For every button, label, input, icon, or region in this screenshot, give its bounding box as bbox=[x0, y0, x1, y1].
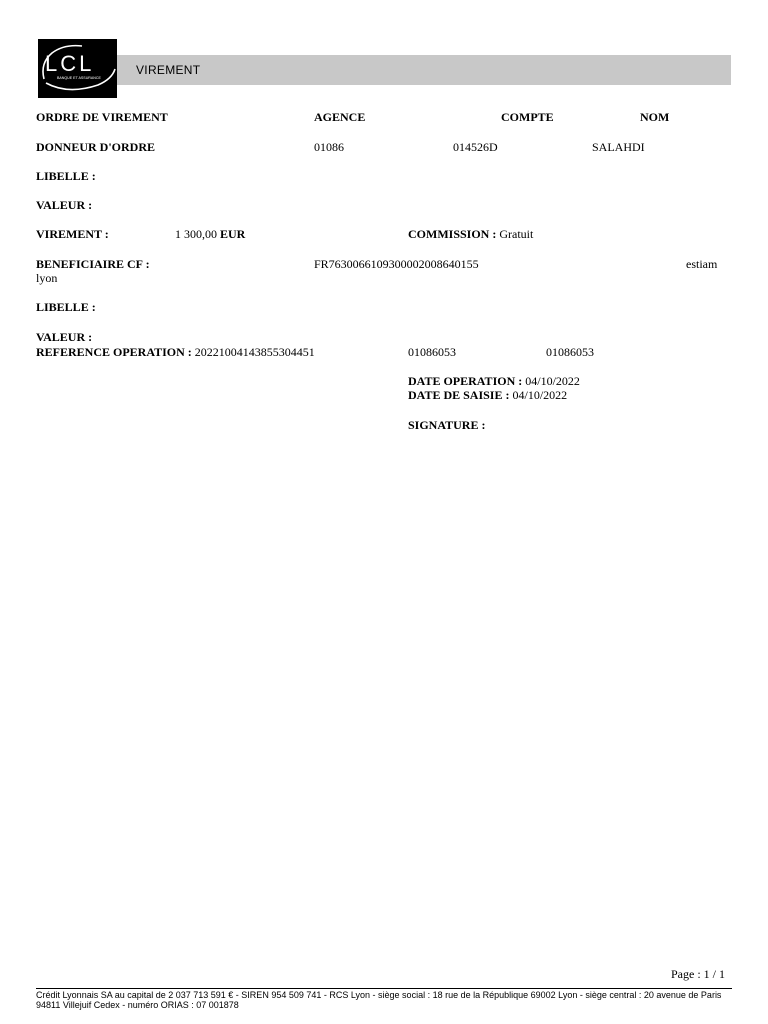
reference-line bbox=[36, 345, 315, 359]
date-operation-line bbox=[408, 374, 580, 388]
page-number bbox=[671, 967, 725, 981]
commission-value: Gratuit bbox=[499, 227, 534, 241]
logo-brand: LCL bbox=[45, 51, 95, 76]
reference-code-2: 01086053 bbox=[546, 345, 594, 359]
page-label: Page : bbox=[671, 967, 701, 981]
commission-label: COMMISSION : bbox=[408, 227, 497, 241]
virement-label: VIREMENT : bbox=[36, 227, 109, 241]
page-value: 1 / 1 bbox=[703, 967, 726, 981]
valeur-label-2: VALEUR : bbox=[36, 330, 93, 344]
nom-header: NOM bbox=[640, 110, 670, 124]
logo-tagline: BANQUE ET ASSURANCE bbox=[57, 76, 101, 80]
donneur-agence: 01086 bbox=[314, 140, 344, 154]
donneur-nom: SALAHDI bbox=[592, 140, 645, 154]
lcl-logo bbox=[38, 39, 117, 98]
reference-label: REFERENCE OPERATION : bbox=[36, 345, 192, 359]
beneficiaire-iban: FR7630066109300002008640155 bbox=[314, 257, 479, 271]
date-operation-label: DATE OPERATION : bbox=[408, 374, 523, 388]
commission-line bbox=[408, 227, 533, 241]
compte-header: COMPTE bbox=[501, 110, 554, 124]
date-saisie-label: DATE DE SAISIE : bbox=[408, 388, 510, 402]
date-operation-value: 04/10/2022 bbox=[525, 374, 580, 388]
date-saisie-value: 04/10/2022 bbox=[512, 388, 568, 402]
signature-label: SIGNATURE : bbox=[408, 418, 486, 432]
virement-amount: 1 300,00 bbox=[175, 227, 217, 241]
donneur-label: DONNEUR D'ORDRE bbox=[36, 140, 156, 154]
footer-legal-text: Crédit Lyonnais SA au capital de 2 037 713 591 € - SIREN 954 509 741 - RCS Lyon - siège social : 18 rue de la République 69002 Lyon - siège central : 20 avenue de Paris 94811 Villejuif Cedex - numéro ORIAS : 07 001878 bbox=[36, 990, 722, 1010]
date-saisie-line bbox=[408, 388, 567, 402]
document-title: VIREMENT bbox=[136, 63, 201, 77]
reference-value: 20221004143855304451 bbox=[194, 345, 315, 359]
virement-currency: EUR bbox=[220, 227, 246, 241]
lcl-logo-mark bbox=[38, 39, 117, 98]
agence-header: AGENCE bbox=[314, 110, 366, 124]
beneficiaire-name: estiam bbox=[686, 257, 718, 271]
donneur-compte: 014526D bbox=[453, 140, 498, 154]
ordre-header: ORDRE DE VIREMENT bbox=[36, 110, 168, 124]
libelle-label-1: LIBELLE : bbox=[36, 169, 96, 183]
reference-code-1: 01086053 bbox=[408, 345, 456, 359]
virement-amount-line bbox=[175, 227, 245, 241]
title-bar bbox=[117, 55, 731, 85]
valeur-label-1: VALEUR : bbox=[36, 198, 93, 212]
beneficiaire-city: lyon bbox=[36, 271, 58, 285]
libelle-label-2: LIBELLE : bbox=[36, 300, 96, 314]
footer-divider bbox=[36, 988, 732, 989]
beneficiaire-label: BENEFICIAIRE CF : bbox=[36, 257, 150, 271]
